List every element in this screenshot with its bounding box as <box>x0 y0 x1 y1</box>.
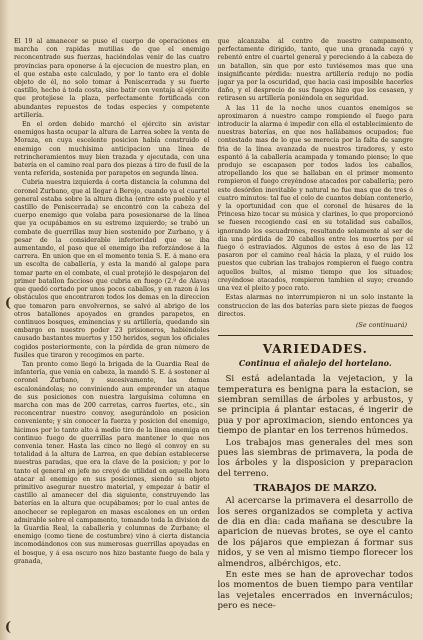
continued-note: (Se continuará) <box>355 320 407 329</box>
article-paragraph: Al acercarse la primavera el desarrollo de los seres organizados se completa y activa de dia en dia: cada mañana se descubre la aparicion de nuevas brotes, se oye el canto de los pájaros que empiezan á formar sus nidos, y se ven al mismo tiempo florecer los almendros, albérchigos, etc. <box>217 496 413 569</box>
marzo-body <box>218 496 414 611</box>
right-column <box>218 38 414 640</box>
page-edge-shadow <box>0 0 9 640</box>
article-paragraph: A las 11 de la noche unos cuantos enemigos se aproximaron á nuestro campo rompiendo el fuego para introducir la alarma é impedir con ella el establecimiento de nuestras baterías, en que nos hallábamos ocupados; fue contestado mas de lo que se merecia por la falta de sangre fria de la línea avanzada de nuestros tiradores, y esto espantó á la caballería acampada y tomando pienso; lo que produjo se escapasen por todos lados los caballos, atropellando los que se hallaban en el primer momento rompieron el fuego creyéndose atacados por caballería; pero este desórden inevitable y natural no fue mas que de tres ó cuatro minutos: tal fue el celo de cuantos debían contenerlo, y la oportunidad con que el coronel de húsares de la Princesa hizo tocar su música y clarines, lo que proporcionó se fuesen recogiendo casi en su totalidad sus caballos, ignorando los escuadrones, resultando solamente al ser de dia una pérdida de 20 caballos entre los muertos por el fuego ó estraviados. Algunos de estos á eso de las 12 pasaron por el camino real hácia la plaza, y el ruido los puestos que cubrian las trabajos rompieron el fuego contra aquellos bultos, al mismo tiempo que los situados; creyéndose atacados, rompieron tambien el suyo; creando una vez el pleito y poco rato. <box>217 104 413 293</box>
variedades-body <box>218 374 414 479</box>
article-paragraph: Tan pronto como llegó la brigada de la Guardia Real de infantería, que venia en cabeza, la mandó S. E. á sostener al coronel Zurbano, y sucesivamente, las demas escalonándolas; no conviniendo aun emprender un ataque de sus posiciones con nuestra larguísima columna en marcha con mas de 200 carretas, carros fuertes, etc., sin reconcentrar nuestro convoy, asegurándolo en posicion conveniente; y sin conocer la fuerza y posicion del enemigo, hicimos por lo tanto alto á medio tiro de la línea enemiga en continuo fuego de guerrillas para mantener lo que nos convenia tener. Hasta las cinco no llegó el convoy en su totalidad á la altura de Larrea, en que debían establecerse nuestras paradas, que era la clave de la posicion; y por lo tanto el general en jefe no creyó de utilidad en aquella hora atacar al enemigo en sus posiciones, siendo su objeto primitivo asegurar nuestro material, y empezar á batir el castillo al amanecer del dia siguiente, construyendo las baterías en la altura que ocupábamos; por lo cual antes de anochecer se replegaron en masas escalones en un orden admirable sobre el campamento, tomando toda la division de la Guardia Real, la caballería y columnas de Zurbano; el enemigo (como tiene de costumbre) vino á cierta distancia incomodándonos con sus numerosas guerrillas apoyadas en el bosque, y á esa oscuro nos hizo bastante fuego de bala y granada, <box>14 360 210 565</box>
section-title: VARIEDADES. <box>262 342 368 357</box>
article-paragraph: que alcanzaba al centro de nuestro campamento, perfectamente dirigido, tanto, que una granada cayó y rebentó entre el cuartel general y pereciendo á la cabeza de un batallon, sin que por esto tuviésemos mas que una insignificante pérdida: nuestra artillería redujo no podía jugar ya por la oscuridad, que hacia casi imposible hacerles daño, y el desprecio de sus fuegos hizo que los cesasen, y retirasen su artillería poniéndola en seguridad. <box>217 38 413 103</box>
article-paragraph: En este mes se han de aprovechar todos los momentos de buen tiempo para ventilar las vejetales encerrados en invernáculos; pero es nece- <box>217 570 413 612</box>
section-subtitle: Continua el añalejo del hortelano. <box>238 358 392 369</box>
article-paragraph: Los trabajos mas generales del mes son pues las siembras de primavera, la poda de los árboles y la disposicion y preparacion del terreno. <box>217 437 413 479</box>
margin-mark: ( <box>4 296 12 311</box>
margin-mark: ( <box>4 620 12 635</box>
article-paragraph: En el orden debido marchó el ejército sin avistar enemigos hasta ocupar la altura de Larrea sobre la venta de Moraza, en cuya escelente posicion había construido el enemigo con muchísima anticipacion una línea de retrincheramientos muy bien trazada y ejecutada, con una batería en el camino real para dos piezas á tiro de fusil de la venta referida, sostenida por parapetos en segunda línea. <box>14 121 210 178</box>
article-paragraph: El 19 al amanecer se puso el cuerpo de operaciones en marcha con rapidas mutilias de que el enemigo reconcentrado sus fuerzas, haciéndolas venir de las cuatro provincias para oponerse á la ejecucion de nuestro plan, en el que estaba este calculado, y por lo tanto era el doble objeto de él, no solo tomar á Peniscerrada y su fuerte castillo, hecho á toda costa, sino batir con ventaja al ejército que protejiese la plaza, perfectamente fortificada con abundantes repuestos de todas especies y competente artillería. <box>14 38 210 119</box>
subsection-heading: TRABAJOS DE MARZO. <box>253 483 377 495</box>
left-column <box>14 38 210 640</box>
article-paragraph: Si está adelantada la vejetacion, y la temperatura es benigna para la estacion, se siembran semillas de árboles y arbustos, y se principia á plantar estacas, é ingerir de pua y por aproximacion, siendo entonces ya tiempo de plantar en los terrenos húmedos. <box>217 374 413 437</box>
article-paragraph: Cubria nuestra izquierda á corta distancia la columna del coronel Zurbano, que al llegar á Berojo, cuando ya el cuartel general estaba sobre la altura dicha (entre este pueblo y el castillo de Peniscerrada) se encontró con la cabeza del cuerpo enemigo que volaba para posesionarse de la línea que ya ocupábamos en su estremo izquierdo; se trabó un combate de guerrillas muy bien sostenido por Zurbano, y á pesar de la considerable inferioridad que se iba aumentando, el paso que el enemigo iba reforzándose á la carrera. En union que en el momento tenia S. E. á mano era un escolta de caballería, y esta la mandó al galope para tomar parte en el combate, el cual protejió le despejaron del primer batallon faccioso que cubria en fuego (2.º de Alava) que quedó cortado por unos pocos caballos, y en razon á los obstáculos que encontraron todos los demas en la direccion que tomaron para envolvernos, se salvó al abrigo de los otros batallones apoyados en grandes parapetos, en continuos bosques, eminencias y su artillería, quedando sin embargo en nuestro poder 23 prisioneros, habiéndoles causado bastantes muertos y 150 heridos, segun los oficiales cogidos posteriormente, con la pérdida de gran número de fusiles que tiraron y recogimos en parte. <box>14 179 210 359</box>
article-paragraph: Estas alarmas no interrumpieron ni un solo instante la construccion de las dos baterías para siete piezas de fuegos directos. <box>217 294 413 318</box>
section-divider <box>218 335 414 336</box>
